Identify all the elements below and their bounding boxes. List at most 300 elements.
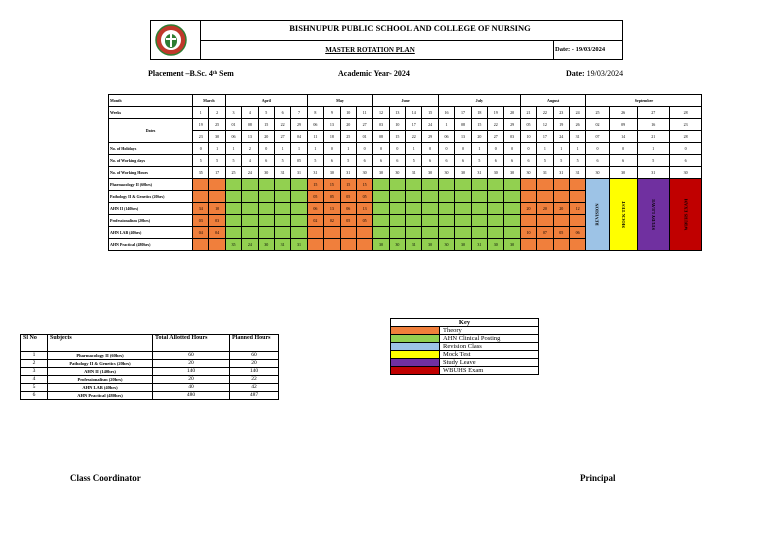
count-cell: 0 (609, 143, 637, 155)
date-end: 15 (389, 131, 405, 143)
schedule-cell (373, 227, 389, 239)
count-cell: 30 (373, 167, 389, 179)
schedule-cell (356, 239, 372, 251)
subject-label: AHN Practical (480hrs) (109, 239, 193, 251)
table-row (21, 392, 279, 400)
date-start: 02 (586, 119, 609, 131)
week-number: 28 (669, 107, 702, 119)
date-end: 13 (242, 131, 258, 143)
schedule-cell (258, 191, 274, 203)
schedule-cell (455, 203, 471, 215)
header-divider (200, 40, 623, 41)
schedule-cell (225, 203, 241, 215)
count-cell: 0 (389, 143, 405, 155)
placement-label: Placement –B.Sc. 4ᵗʰ Sem (148, 69, 234, 78)
schedule-cell (307, 239, 323, 251)
table-cell: 20 (153, 376, 230, 384)
key-item (391, 359, 539, 367)
date-end: 06 (225, 131, 241, 143)
date-end: 29 (422, 131, 438, 143)
schedule-cell (488, 203, 504, 215)
schedule-cell: 04 (209, 227, 225, 239)
key-item (391, 351, 539, 359)
schedule-cell (569, 215, 585, 227)
schedule-cell (389, 227, 405, 239)
date-end: 21 (637, 131, 669, 143)
week-number: 9 (324, 107, 340, 119)
schedule-cell: 05 (307, 191, 323, 203)
schedule-cell (471, 215, 487, 227)
schedule-cell (471, 227, 487, 239)
date-caption: Date: (566, 69, 585, 78)
schedule-cell (373, 191, 389, 203)
date-start: 25 (209, 119, 225, 131)
schedule-cell: 05 (340, 215, 356, 227)
schedule-cell (455, 191, 471, 203)
date-start: 03 (373, 119, 389, 131)
count-cell: 30 (356, 167, 372, 179)
week-number: 23 (553, 107, 569, 119)
count-cell: 6 (324, 155, 340, 167)
count-cell: 0 (324, 143, 340, 155)
table-cell: 42 (230, 384, 279, 392)
schedule-cell (291, 179, 307, 191)
schedule-cell (389, 203, 405, 215)
week-number: 5 (258, 107, 274, 119)
schedule-cell: 30 (438, 239, 454, 251)
table-row (21, 352, 279, 360)
table-cell: 6 (21, 392, 48, 400)
table-cell: Professionalism (20hrs) (48, 376, 153, 384)
date-end: 27 (488, 131, 504, 143)
count-cell: 0 (504, 143, 520, 155)
count-cell: 6 (488, 155, 504, 167)
schedule-cell (274, 227, 290, 239)
key-swatch (391, 343, 440, 351)
date-start: 12 (537, 119, 553, 131)
date-end: 24 (553, 131, 569, 143)
key-swatch (391, 367, 440, 375)
count-cell: 5 (274, 155, 290, 167)
table-cell: 487 (230, 392, 279, 400)
count-cell: 31 (406, 167, 422, 179)
schedule-cell (242, 179, 258, 191)
schedule-cell: 30 (258, 239, 274, 251)
date-start: 17 (406, 119, 422, 131)
date-start: 13 (324, 119, 340, 131)
schedule-cell: 35 (225, 239, 241, 251)
count-cell: 30 (586, 167, 609, 179)
college-logo-icon (155, 24, 187, 56)
schedule-cell: 15 (324, 179, 340, 191)
schedule-cell (504, 179, 520, 191)
week-number: 26 (609, 107, 637, 119)
schedule-cell (258, 227, 274, 239)
date-end: 20 (258, 131, 274, 143)
column-header: Total Allotted Hours (153, 335, 230, 352)
schedule-cell: 13 (324, 203, 340, 215)
count-cell: 25 (225, 167, 241, 179)
date-end: 07 (586, 131, 609, 143)
count-cell: 5 (340, 155, 356, 167)
date-end: 27 (274, 131, 290, 143)
key-swatch (391, 335, 440, 343)
schedule-cell: 05 (356, 215, 372, 227)
subject-label: Professionalism (20hrs) (109, 215, 193, 227)
count-cell: 5 (537, 155, 553, 167)
count-cell: 5 (637, 155, 669, 167)
key-label: Study Leave (440, 359, 539, 367)
schedule-cell (389, 191, 405, 203)
schedule-cell (242, 215, 258, 227)
schedule-cell: 06 (569, 227, 585, 239)
schedule-cell (553, 191, 569, 203)
schedule-cell (242, 203, 258, 215)
week-number: 10 (340, 107, 356, 119)
table-cell: 3 (21, 368, 48, 376)
week-number: 13 (389, 107, 405, 119)
schedule-cell (340, 239, 356, 251)
schedule-cell (373, 179, 389, 191)
count-cell: 31 (307, 167, 323, 179)
count-cell: 0 (422, 143, 438, 155)
legend-key (390, 318, 539, 375)
date-end: 30 (209, 131, 225, 143)
schedule-cell (193, 179, 209, 191)
schedule-cell: 03 (209, 215, 225, 227)
count-cell: 1 (406, 143, 422, 155)
rotation-plan-table (108, 94, 702, 251)
count-cell: 1 (340, 143, 356, 155)
schedule-cell (242, 191, 258, 203)
date-start: 01 (225, 119, 241, 131)
vertical-block (669, 179, 702, 251)
date-start: 15 (471, 119, 487, 131)
month-header: May (307, 95, 373, 107)
date-start: 20 (340, 119, 356, 131)
count-cell: 0 (455, 143, 471, 155)
count-cell: 30 (455, 167, 471, 179)
week-number: 14 (406, 107, 422, 119)
count-cell: 6 (520, 155, 536, 167)
schedule-cell: 30 (488, 239, 504, 251)
table-row (21, 384, 279, 392)
week-number: 3 (225, 107, 241, 119)
count-cell: 30 (504, 167, 520, 179)
week-number: 6 (274, 107, 290, 119)
schedule-cell (537, 191, 553, 203)
count-cell: 2 (242, 143, 258, 155)
count-cell: 31 (537, 167, 553, 179)
count-cell: 6 (455, 155, 471, 167)
table-cell: 480 (153, 392, 230, 400)
schedule-cell: 24 (242, 239, 258, 251)
count-cell: 6 (356, 155, 372, 167)
schedule-cell: 06 (307, 203, 323, 215)
date-start: 09 (609, 119, 637, 131)
schedule-cell (324, 239, 340, 251)
count-cell: 1 (307, 143, 323, 155)
working-days-row (109, 155, 702, 167)
count-cell: 0 (586, 143, 609, 155)
plan-title: MASTER ROTATION PLAN (325, 46, 415, 54)
count-cell: 0 (258, 143, 274, 155)
date-value: 19/03/2024 (586, 69, 624, 78)
count-cell: 31 (471, 167, 487, 179)
week-number: 11 (356, 107, 372, 119)
table-cell: 60 (230, 352, 279, 360)
schedule-cell (422, 215, 438, 227)
count-cell: 1 (637, 143, 669, 155)
count-cell: 0 (438, 143, 454, 155)
schedule-cell: 31 (471, 239, 487, 251)
schedule-cell: 05 (324, 191, 340, 203)
table-cell: 4 (21, 376, 48, 384)
date-start: 22 (274, 119, 290, 131)
count-cell: 6 (438, 155, 454, 167)
date-start: 26 (569, 119, 585, 131)
week-number: 12 (373, 107, 389, 119)
schedule-cell (504, 215, 520, 227)
count-cell: 0 (356, 143, 372, 155)
subject-label: Pathology II & Genetics (20hrs) (109, 191, 193, 203)
schedule-cell: 30 (389, 239, 405, 251)
week-number: 27 (637, 107, 669, 119)
count-cell: 30 (669, 167, 702, 179)
schedule-cell (406, 179, 422, 191)
schedule-cell: 04 (193, 227, 209, 239)
vertical-block-label: REVISION (595, 203, 601, 226)
schedule-cell (438, 215, 454, 227)
count-cell: 30 (422, 167, 438, 179)
key-label: Mock Test (440, 351, 539, 359)
dates-row (109, 119, 702, 131)
month-header: April (225, 95, 307, 107)
schedule-cell: 15 (340, 179, 356, 191)
table-cell: 140 (153, 368, 230, 376)
count-cell: 05 (291, 155, 307, 167)
schedule-cell (537, 239, 553, 251)
vertical-block (637, 179, 669, 251)
count-cell: 0 (520, 143, 536, 155)
table-cell: Pathology II & Genetics (20hrs) (48, 360, 153, 368)
week-number: 7 (291, 107, 307, 119)
schedule-cell (504, 227, 520, 239)
schedule-cell: 15 (356, 179, 372, 191)
schedule-cell (209, 179, 225, 191)
key-swatch (391, 351, 440, 359)
date-end: 18 (324, 131, 340, 143)
subjects-header-row (21, 335, 279, 352)
week-number: 19 (488, 107, 504, 119)
week-number: 8 (307, 107, 323, 119)
count-cell: 35 (193, 167, 209, 179)
count-cell: 0 (373, 143, 389, 155)
schedule-cell (455, 227, 471, 239)
schedule-cell (356, 227, 372, 239)
week-number: 1 (193, 107, 209, 119)
month-header: August (520, 95, 586, 107)
schedule-cell (389, 179, 405, 191)
date-end: 06 (438, 131, 454, 143)
key-label: WBUHS Exam (440, 367, 539, 375)
count-cell: 5 (225, 155, 241, 167)
column-header: Planned Hours (230, 335, 279, 352)
count-cell: 31 (291, 167, 307, 179)
table-cell: 1 (21, 352, 48, 360)
table-row (21, 376, 279, 384)
schedule-cell (520, 191, 536, 203)
date-end: 25 (340, 131, 356, 143)
count-cell: 1 (209, 143, 225, 155)
date-end: 14 (609, 131, 637, 143)
date-end: 28 (669, 131, 702, 143)
schedule-cell (553, 239, 569, 251)
schedule-cell (438, 179, 454, 191)
schedule-cell: 05 (340, 191, 356, 203)
weeks-row (109, 107, 702, 119)
vertical-block-label: WBUHS EXAM (683, 198, 689, 231)
schedule-cell (373, 203, 389, 215)
table-cell: Pharmacology II (60hrs) (48, 352, 153, 360)
row-label: No. of Working Hours (109, 167, 193, 179)
header-divider (553, 40, 554, 60)
date-start: 27 (356, 119, 372, 131)
count-cell: 5 (471, 155, 487, 167)
date-end: 08 (373, 131, 389, 143)
schedule-cell: 10 (520, 227, 536, 239)
count-cell: 31 (637, 167, 669, 179)
schedule-cell (520, 179, 536, 191)
key-item (391, 367, 539, 375)
table-row (21, 368, 279, 376)
schedule-cell: 10 (209, 203, 225, 215)
schedule-cell (488, 215, 504, 227)
date-start: 06 (307, 119, 323, 131)
schedule-cell (537, 179, 553, 191)
schedule-cell (455, 215, 471, 227)
week-number: 20 (504, 107, 520, 119)
schedule-cell (291, 227, 307, 239)
schedule-cell (504, 191, 520, 203)
schedule-cell (471, 203, 487, 215)
schedule-cell (324, 227, 340, 239)
date-end: 22 (406, 131, 422, 143)
count-cell: 30 (609, 167, 637, 179)
row-label: No. of Working days (109, 155, 193, 167)
table-cell: 22 (230, 376, 279, 384)
schedule-cell (537, 215, 553, 227)
schedule-cell (291, 191, 307, 203)
schedule-cell: 15 (307, 179, 323, 191)
schedule-cell (520, 239, 536, 251)
date-end: 13 (455, 131, 471, 143)
table-cell: 140 (230, 368, 279, 376)
schedule-cell (340, 227, 356, 239)
date-end: 03 (504, 131, 520, 143)
schedule-cell: 31 (274, 239, 290, 251)
count-cell: 6 (422, 155, 438, 167)
count-cell: 30 (488, 167, 504, 179)
count-cell: 6 (258, 155, 274, 167)
class-coordinator-signature: Class Coordinator (70, 473, 141, 483)
schedule-cell (488, 227, 504, 239)
dates-row-end (109, 131, 702, 143)
date-start: 10 (389, 119, 405, 131)
schedule-cell (225, 215, 241, 227)
week-number: 4 (242, 107, 258, 119)
working-hours-row (109, 167, 702, 179)
key-label: AHN Clinical Posting (440, 335, 539, 343)
schedule-cell: 12 (569, 203, 585, 215)
date-end: 20 (471, 131, 487, 143)
week-number: 2 (209, 107, 225, 119)
table-cell: 20 (230, 360, 279, 368)
schedule-cell: 20 (537, 203, 553, 215)
date-start: 29 (504, 119, 520, 131)
count-cell: 31 (553, 167, 569, 179)
date-start: 29 (291, 119, 307, 131)
week-number: 15 (422, 107, 438, 119)
schedule-cell (291, 203, 307, 215)
key-label: Revision Class (440, 343, 539, 351)
count-cell: 0 (193, 143, 209, 155)
week-number: 22 (537, 107, 553, 119)
schedule-cell: 20 (553, 203, 569, 215)
count-cell: 5 (193, 155, 209, 167)
principal-signature: Principal (580, 473, 616, 483)
week-number: 16 (438, 107, 454, 119)
table-cell: 5 (21, 384, 48, 392)
date-start: 15 (258, 119, 274, 131)
schedule-cell: 34 (193, 203, 209, 215)
count-cell: 5 (307, 155, 323, 167)
schedule-cell (422, 203, 438, 215)
schedule-cell: 02 (324, 215, 340, 227)
table-cell: 40 (153, 384, 230, 392)
schedule-cell (520, 215, 536, 227)
schedule-cell (406, 227, 422, 239)
count-cell: 17 (209, 167, 225, 179)
date-start: 23 (669, 119, 702, 131)
schedule-cell (389, 215, 405, 227)
schedule-cell (258, 203, 274, 215)
schedule-cell (209, 239, 225, 251)
date-start: 05 (520, 119, 536, 131)
subjects-hours-table (20, 334, 279, 400)
table-row (21, 360, 279, 368)
date-end: 10 (520, 131, 536, 143)
count-cell: 6 (504, 155, 520, 167)
schedule-cell: 31 (291, 239, 307, 251)
column-header: Subjects (48, 335, 153, 352)
schedule-cell (471, 179, 487, 191)
count-cell: 1 (569, 143, 585, 155)
schedule-cell: 13 (356, 203, 372, 215)
table-cell: AHN II (140hrs) (48, 368, 153, 376)
count-cell: 30 (520, 167, 536, 179)
count-cell: 31 (569, 167, 585, 179)
date-start: 19 (193, 119, 209, 131)
date-end: 31 (569, 131, 585, 143)
count-cell: 1 (291, 143, 307, 155)
schedule-cell (193, 239, 209, 251)
month-header: March (193, 95, 226, 107)
date-start: 1 (438, 119, 454, 131)
schedule-cell (569, 179, 585, 191)
week-number: 25 (586, 107, 609, 119)
date-start: 08 (242, 119, 258, 131)
